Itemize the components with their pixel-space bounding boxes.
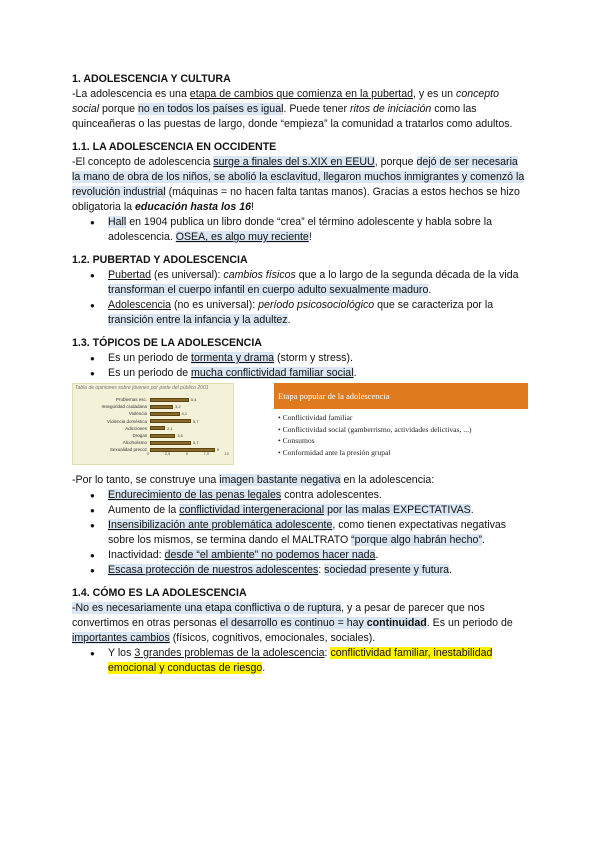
section-1-3-title: 1.3. TÓPICOS DE LA ADOLESCENCIA [72,337,262,349]
chart-category-label: Inseguridad ciudadana [101,404,147,410]
chart-category-label: Problemas esc. [115,397,147,403]
chart-value-label: 3,5 [177,433,183,439]
list-item: ● Insensibilización ante problemática adolescente, como tienen expectativas negativas sobre los mismos, se termina dando el MALTRATO “porque algo habrán hecho”. [108,518,528,548]
chart-value-label: 4,1 [181,411,188,417]
section-1-4-paragraph: -No es necesariamente una etapa conflictiva o de ruptura, y a pesar de parecer que nos convertimos en otras personas el desarrollo es continuo = hay continuidad. Es un periodo de importantes cambios (físicos, cognitivos, emocionales, sociales). [72,602,513,644]
chart-value-label: 9 [216,447,220,453]
list-item: ● Escasa protección de nuestros adolescentes: sociedad presente y futura. [108,563,528,578]
list-item: ● Endurecimiento de las penas legales contra adolescentes. [108,488,528,503]
chart-tick-label: 10 [224,451,229,456]
figures-row [72,383,528,465]
chart-value-label: 2,1 [167,425,173,431]
chart-value-label: 5,7 [193,418,199,424]
list-item: ● Adolescencia (no es universal): período psicosociológico que se caracteriza por la transición entre la infancia y la adultez. [108,298,528,328]
section-1 [72,72,528,132]
slide-item: • Conformidad ante la presión grupal [278,447,528,459]
chart-bar [150,434,175,438]
list-item: ● Aumento de la conflictividad intergeneracional por las malas EXPECTATIVAS. [108,503,528,518]
section-1-1-paragraph: -El concepto de adolescencia surge a finales del s.XIX en EEUU, porque dejó de ser necesaria la mano de obra de los niños, se abolió la esclavitud, llegaron muchos inmigrantes y comenzó la revolución industrial (máquinas = no hacen falta tantas manos). Gracias a estos hechos se hizo obligatoria la educación hasta los 16! [72,156,525,213]
chart-bar [150,405,173,409]
chart-row [77,410,229,417]
section-1-paragraph: -La adolescencia es una etapa de cambios que comienza en la pubertad, y es un concepto social porque no en todos los países es igual. Puede tener ritos de iniciación como las quinceañeras o las puestas de largo, donde “empieza” la comunidad a tratarlos como adultos. [72,88,513,130]
section-1-2 [72,253,528,328]
list-item: ● Y los 3 grandes problemas de la adolescencia: conflictividad familiar, inestabilidad emocional y conductas de riesgo. [108,646,528,676]
chart-category-label: Violencia doméstica [107,418,147,424]
slide-item: • Consumos [278,435,528,447]
section-1-3-list [72,351,528,381]
chart-axis [147,446,229,461]
bar-chart-figure [72,383,234,465]
section-1-4-title: 1.4. CÓMO ES LA ADOLESCENCIA [72,587,247,599]
chart-value-label: 3,2 [175,404,181,410]
chart-value-label: 5,4 [190,397,197,403]
list-item: ● Hall en 1904 publica un libro donde “crea” el término adolescente y habla sobre la adolescencia. OSEA, es algo muy reciente! [108,215,528,245]
chart-row [77,432,229,439]
section-1-3-list-2 [72,488,528,578]
chart-row [77,418,229,425]
section-1-3-paragraph: -Por lo tanto, se construye una imagen bastante negativa en la adolescencia: [72,474,435,486]
section-1-4 [72,586,528,676]
chart-caption: Tabla de opiniones sobre jóvenes por parte del público 2001 [75,385,209,391]
chart-bar [150,398,189,402]
chart-category-label: Drogas [132,433,147,439]
chart-tick-label: 7,5 [203,451,210,456]
chart-tick-label: 0 [147,451,150,456]
section-1-title: 1. ADOLESCENCIA Y CULTURA [72,73,231,85]
chart-row [77,396,229,403]
list-item: ● Pubertad (es universal): cambios físicos que a lo largo de la segunda década de la vida transforman el cuerpo infantil en cuerpo adulto sexualmente maduro. [108,268,528,298]
slide-title: Etapa popular de la adolescencia [274,383,528,409]
section-1-1-list [72,215,528,245]
list-item: ● Es un periodo de mucha conflictividad familiar social. [108,366,528,381]
slide-item: • Conflictividad familiar [278,412,528,424]
chart-bar [150,412,180,416]
chart-row [77,403,229,410]
section-1-1-title: 1.1. LA ADOLESCENCIA EN OCCIDENTE [72,141,277,153]
chart-bar [150,426,165,430]
chart-row [77,425,229,432]
chart-bars [77,396,229,454]
section-1-4-list [72,646,528,676]
section-1-2-title: 1.2. PUBERTAD Y ADOLESCENCIA [72,254,248,266]
section-1-2-list [72,268,528,328]
chart-category-label: Violencia [128,411,147,417]
slide-figure [274,383,528,465]
list-item: ● Inactividad: desde “el ambiente” no podemos hacer nada. [108,548,528,563]
chart-bar [150,441,191,445]
chart-category-label: Adicciones [125,425,147,431]
section-1-3 [72,336,528,578]
document-page [72,72,528,684]
chart-tick-label: 5 [185,451,188,456]
chart-value-label: 5,7 [193,440,199,446]
list-item: ● Es un periodo de tormenta y drama (storm y stress). [108,351,528,366]
chart-category-label: Sexualidad precoz [109,447,147,453]
slide-list [274,409,528,458]
slide-item: • Conflictividad social (gamberrismo, actividades delictivas, ...) [278,424,528,436]
chart-category-label: Alcoholismo [122,440,147,446]
chart-tick-label: 2,5 [164,451,171,456]
section-1-1 [72,140,528,245]
